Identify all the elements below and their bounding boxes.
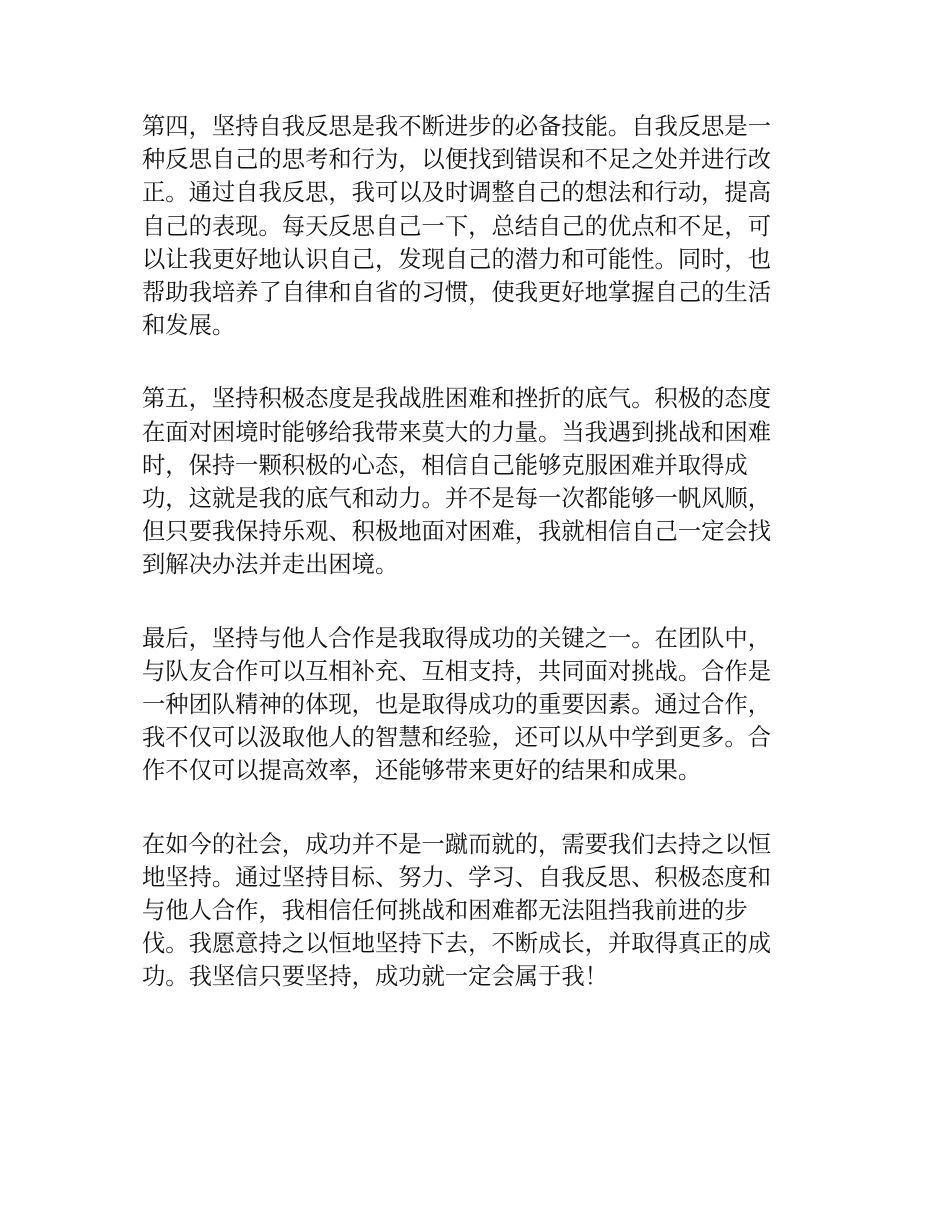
text-line: 时，保持一颗积极的心态，相信自己能够克服困难并取得成 <box>142 451 748 479</box>
text-line: 自己的表现。每天反思自己一下，总结自己的优点和不足，可 <box>142 212 772 240</box>
text-line: 作不仅可以提高效率，还能够带来更好的结果和成果。 <box>142 757 702 785</box>
document-body <box>142 110 814 1034</box>
text-line: 正。通过自我反思，我可以及时调整自己的想法和行动，提高 <box>142 179 772 207</box>
text-line: 我不仅可以汲取他人的智慧和经验，还可以从中学到更多。合 <box>142 724 772 752</box>
text-line: 帮助我培养了自律和自省的习惯，使我更好地掌握自己的生活 <box>142 279 772 307</box>
text-line: 到解决办法并走出困境。 <box>142 551 399 579</box>
text-line: 最后，坚持与他人合作是我取得成功的关键之一。在团队中， <box>142 624 772 652</box>
text-line: 种反思自己的思考和行为，以便找到错误和不足之处并进行改 <box>142 146 772 174</box>
paragraph-positive-attitude <box>142 382 814 581</box>
paragraph-cooperation <box>142 622 814 788</box>
text-line: 与队友合作可以互相补充、互相支持，共同面对挑战。合作是 <box>142 657 772 685</box>
text-line: 一种团队精神的体现，也是取得成功的重要因素。通过合作， <box>142 691 772 719</box>
text-line: 功。我坚信只要坚持，成功就一定会属于我！ <box>142 963 608 991</box>
paragraph-self-reflection <box>142 110 814 342</box>
text-line: 功，这就是我的底气和动力。并不是每一次都能够一帆风顺， <box>142 485 772 513</box>
text-line: 与他人合作，我相信任何挑战和困难都无法阻挡我前进的步 <box>142 897 748 925</box>
text-line: 在如今的社会，成功并不是一蹴而就的，需要我们去持之以恒 <box>142 830 772 858</box>
text-line: 第五，坚持积极态度是我战胜困难和挫折的底气。积极的态度 <box>142 385 772 413</box>
text-line: 和发展。 <box>142 312 236 340</box>
text-line: 以让我更好地认识自己，发现自己的潜力和可能性。同时，也 <box>142 245 772 273</box>
text-line: 在面对困境时能够给我带来莫大的力量。当我遇到挑战和困难 <box>142 418 772 446</box>
text-line: 但只要我保持乐观、积极地面对困难，我就相信自己一定会找 <box>142 518 772 546</box>
text-line: 第四，坚持自我反思是我不断进步的必备技能。自我反思是一 <box>142 113 772 140</box>
text-line: 地坚持。通过坚持目标、努力、学习、自我反思、积极态度和 <box>142 863 772 891</box>
text-line: 伐。我愿意持之以恒地坚持下去，不断成长，并取得真正的成 <box>142 930 772 958</box>
paragraph-conclusion <box>142 828 814 994</box>
